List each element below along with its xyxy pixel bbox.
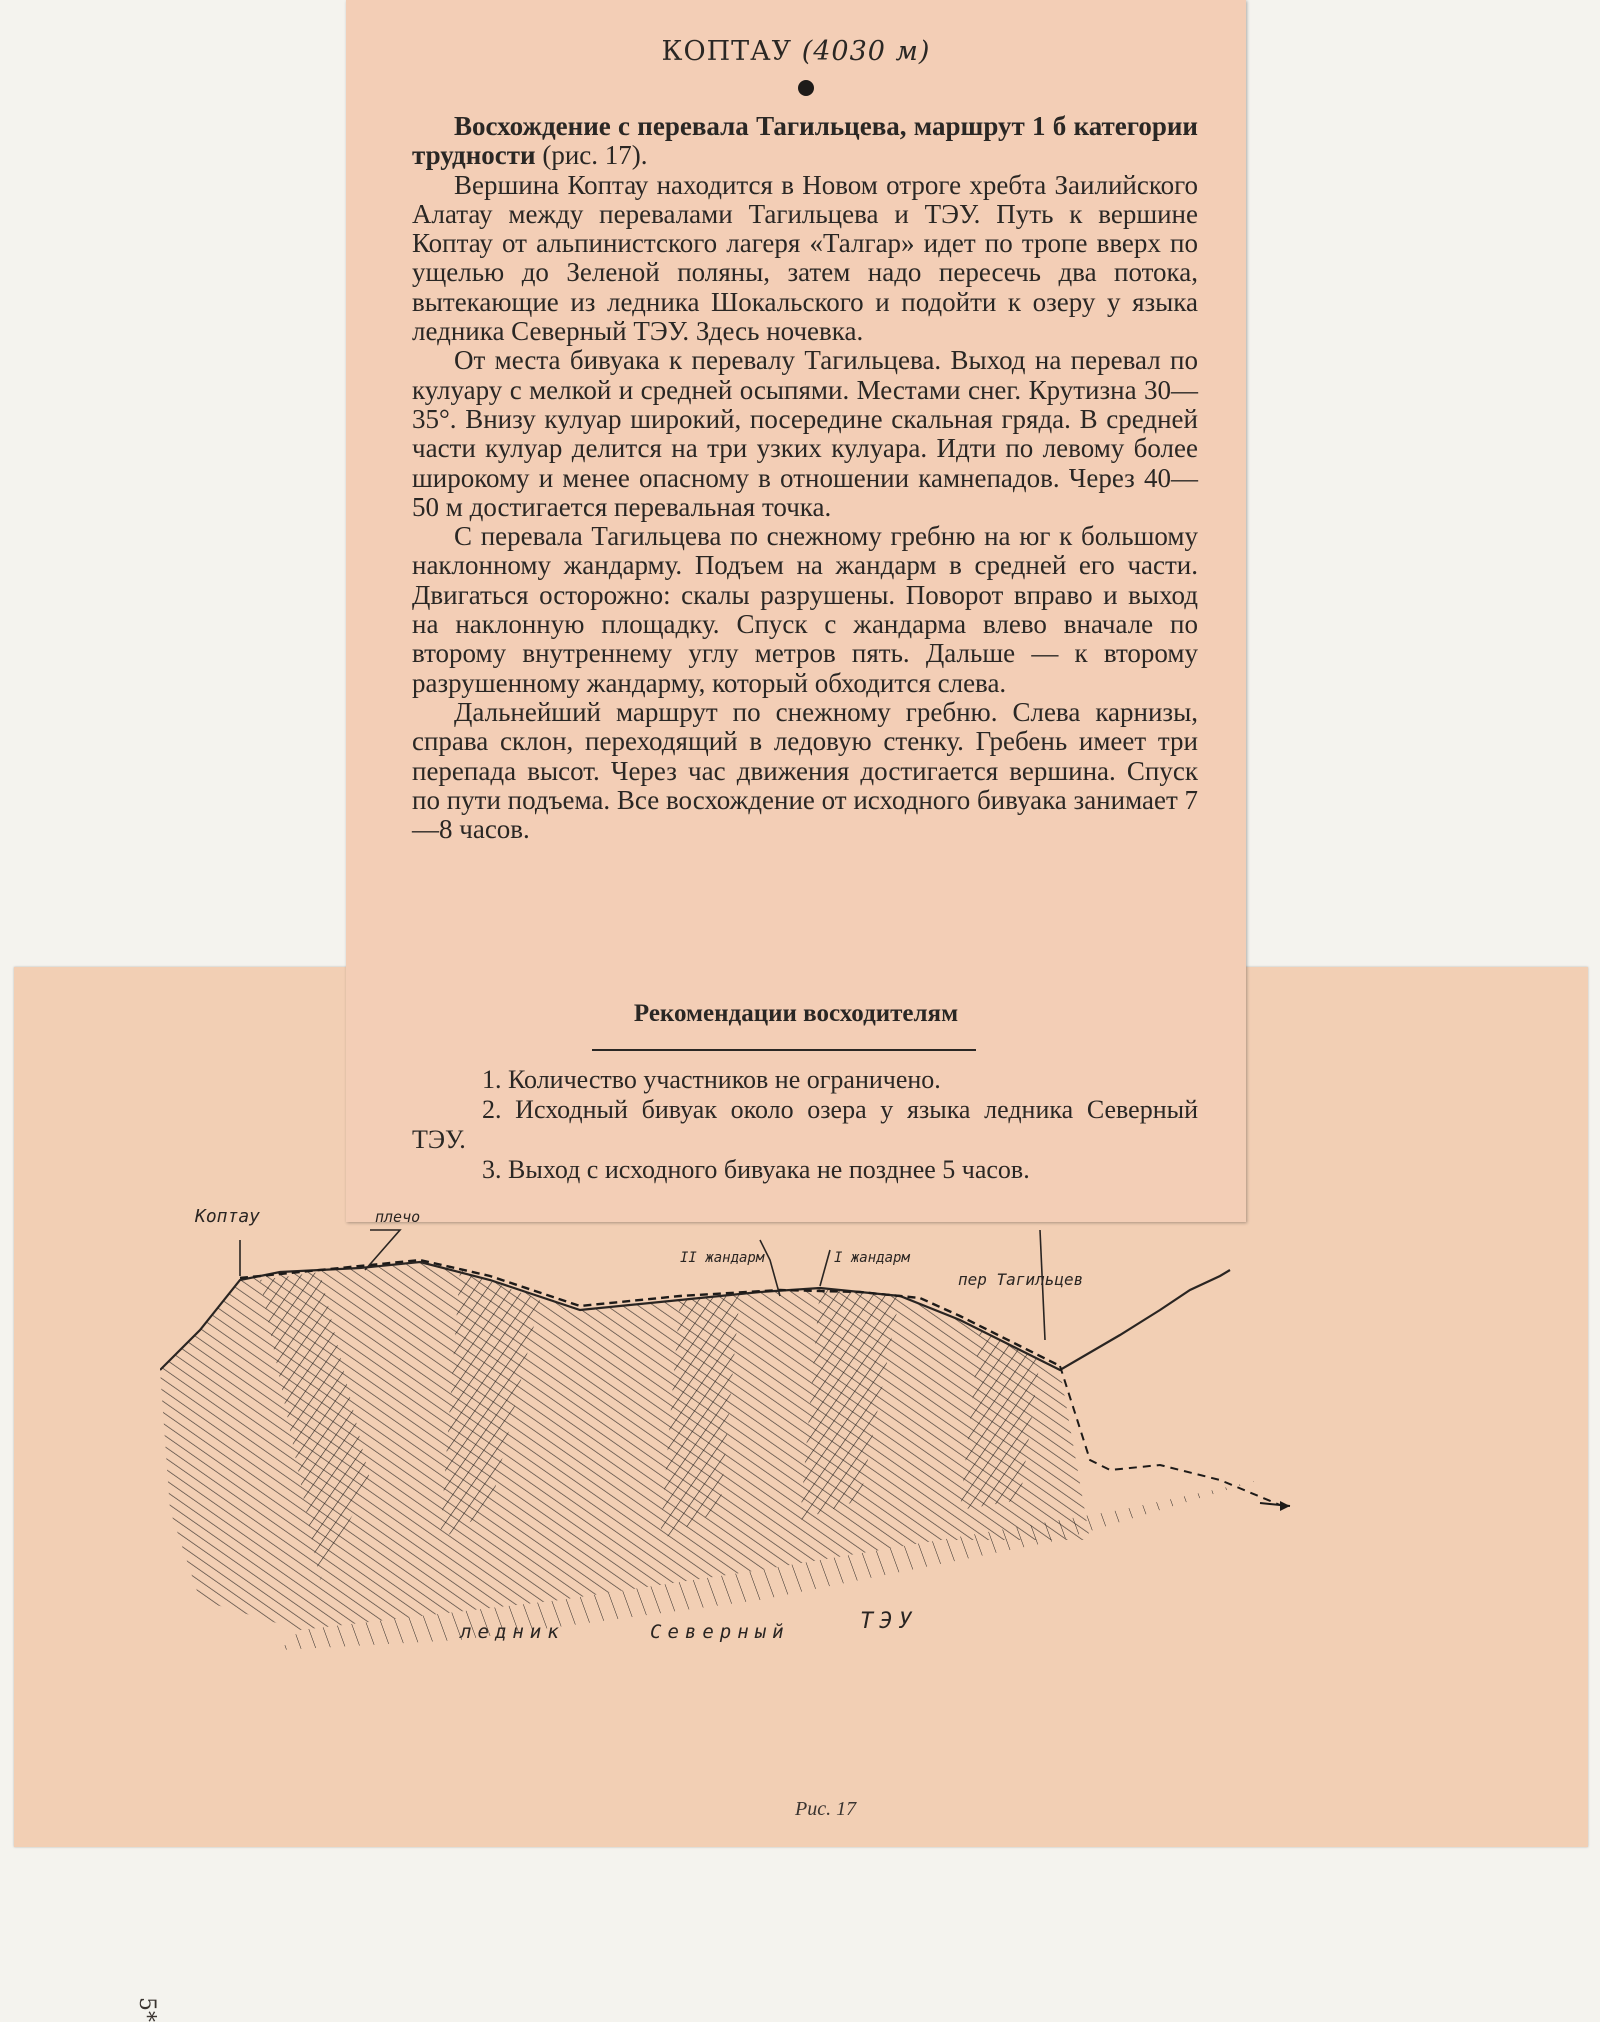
label-glacier-2: Северный: [650, 1621, 790, 1643]
route-description: [412, 112, 1198, 844]
list-item: 3. Выход с исходного бивуака не позднее 5 часов.: [482, 1155, 1030, 1184]
paragraph: Вершина Коптау находится в Новом отроге хребта Заилийского Алатау между перевалами Тагильцева и ТЭУ. Путь к вершине Коптау от альпинистского лагеря «Талгар» идет по тропе вверх по ущелью до Зеленой поляны, затем надо пересечь два потока, вытекающие из ледника Шокальского и подойти к озеру у языка ледника Северный ТЭУ. Здесь ночевка.: [412, 169, 1198, 347]
upper-page: [346, 0, 1246, 1222]
paragraph: От места бивуака к перевалу Тагильцева. Выход на перевал по кулуару с мелкой и средней осыпями. Местами снег. Крутизна 30—35°. Внизу кулуар широкий, посередине скальная гряда. В средней части кулуар делится на три узких кулуара. Идти по левому более широкому и менее опасному в отношении камнепадов. Через 40—50 м достигается перевальная точка.: [412, 345, 1198, 522]
route-arrow-icon: [1260, 1501, 1290, 1511]
title-height: (4030 м): [801, 36, 931, 67]
label-glacier-1: ледник: [460, 1621, 565, 1643]
paragraph: С перевала Тагильцева по снежному гребню на юг к большому наклонному жандарму. Подъем на жандарм в средней его части. Двигаться осторожно: скалы разрушены. Поворот вправо и выход на наклонную площадку. Спуск с жандарма влево вначале по второму внутреннему углу метров пять. Дальше — к второму разрушенному жандарму, который обходится слева.: [412, 521, 1198, 698]
intro-ref: (рис. 17).: [542, 140, 648, 171]
page-title: [346, 36, 1246, 67]
recommendations-title: Рекомендации восходителям: [633, 1000, 959, 1027]
figure-caption: Рис. 17: [795, 1798, 857, 1820]
label-pass: пер Тагильцев: [958, 1270, 1084, 1289]
title-underline: [592, 1049, 976, 1051]
label-peak: Коптау: [195, 1206, 261, 1227]
paragraph: Дальнейший маршрут по снежному гребню. Слева карнизы, справа склон, переходящий в ледовую стенку. Гребень имеет три перепада высот. Через час движения достигается вершина. Спуск по пути подъема. Все восхождение от исходного бивуака занимает 7—8 часов.: [412, 696, 1198, 845]
bullet-dot: [798, 80, 814, 96]
recommendations-list: [412, 1065, 1198, 1185]
label-glacier-3: ТЭУ: [860, 1609, 918, 1634]
list-item: 1. Количество участников не ограничено.: [482, 1065, 941, 1094]
intro-bold: Восхождение с перевала Тагильцева, маршрут 1 б категории трудности: [412, 111, 1198, 171]
page-mark: 5*: [134, 1997, 159, 2022]
mountain-ridge: [160, 1262, 1260, 1650]
list-item: 2. Исходный бивуак около озера у языка ледника Северный ТЭУ.: [412, 1095, 1198, 1154]
label-shoulder: плечо: [375, 1208, 421, 1226]
label-gendarme2: II жандарм: [680, 1250, 765, 1266]
label-gendarme1: I жандарм: [834, 1250, 910, 1266]
mountain-sketch: [160, 1180, 1520, 1660]
intro-paragraph: [412, 112, 1198, 171]
title-name: КОПТАУ: [661, 36, 793, 67]
